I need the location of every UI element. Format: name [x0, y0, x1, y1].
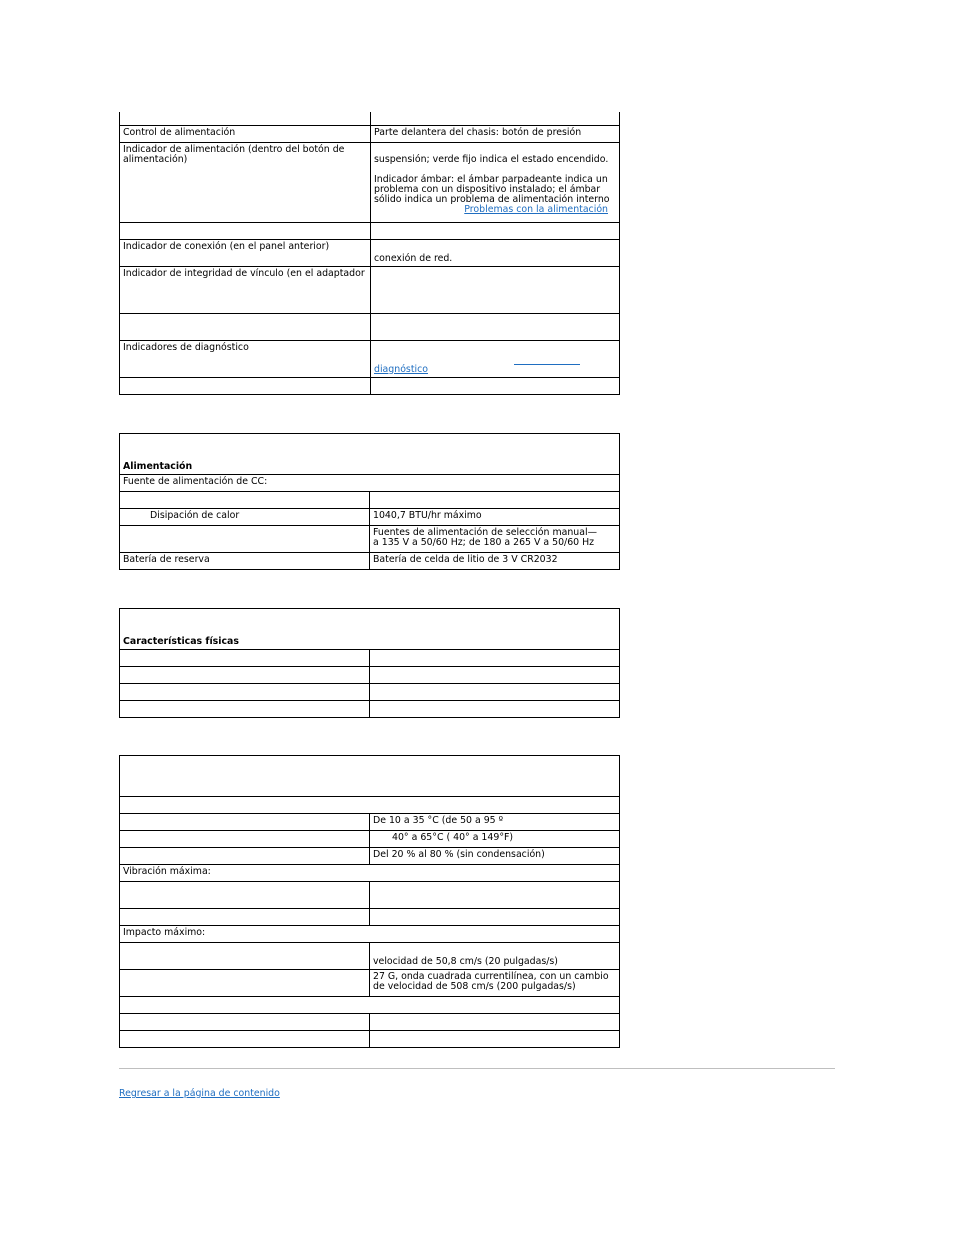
backup-battery-value: Batería de celda de litio de 3 V CR2032 [370, 553, 620, 570]
controls-indicators-table [119, 112, 620, 395]
shock-value-2: 27 G, onda cuadrada currentilínea, con un cambio de velocidad de 508 cm/s (200 pulgadas/s) [370, 970, 620, 997]
table-cell [370, 1014, 620, 1031]
diagnostic-link[interactable]: diagnóstico [374, 363, 428, 375]
table-cell [120, 848, 370, 865]
environmental-table [119, 755, 620, 1048]
power-indicator-amber-text: Indicador ámbar: el ámbar parpadeante indica un problema con un dispositivo instalado; el ámbar sólido indica un problema de alimentación interno [374, 173, 610, 205]
table-cell [120, 222, 371, 239]
table-cell [120, 684, 370, 701]
power-problems-link[interactable]: Problemas con la alimentación [464, 203, 608, 215]
heat-dissipation-value: 1040,7 BTU/hr máximo [370, 509, 620, 526]
power-control-value: Parte delantera del chasis: botón de presión [371, 125, 620, 142]
table-cell [370, 667, 620, 684]
table-cell [120, 667, 370, 684]
table-cell [120, 1031, 370, 1048]
table-cell [120, 377, 371, 394]
voltage-value-line2: a 135 V a 50/60 Hz; de 180 a 265 V a 50/60 Hz [373, 537, 595, 548]
diagnostic-indicators-label: Indicadores de diagnóstico [120, 340, 371, 377]
table-cell [120, 814, 370, 831]
table-cell [370, 492, 620, 509]
power-indicator-value [371, 142, 620, 222]
operating-temperature-value: De 10 a 35 °C (de 50 a 95 º [370, 814, 620, 831]
power-control-label: Control de alimentación [120, 125, 371, 142]
power-table-header: Alimentación [120, 434, 620, 475]
table-cell [120, 112, 371, 125]
voltage-value-line1: Fuentes de alimentación de selección manual— [373, 527, 597, 538]
table-cell [120, 797, 620, 814]
table-cell [371, 266, 620, 313]
table-cell [371, 112, 620, 125]
heat-dissipation-label: Disipación de calor [120, 509, 370, 526]
table-cell [370, 650, 620, 667]
dc-power-label: Fuente de alimentación de CC: [120, 475, 620, 492]
table-cell [370, 1031, 620, 1048]
max-shock-label: Impacto máximo: [120, 926, 620, 943]
table-cell [120, 650, 370, 667]
table-cell [371, 377, 620, 394]
link-indicator-value: conexión de red. [371, 239, 620, 266]
table-cell [120, 970, 370, 997]
table-cell [120, 701, 370, 718]
environmental-table-header [120, 756, 620, 797]
power-table [119, 433, 620, 570]
table-cell [120, 526, 370, 553]
table-cell [120, 882, 370, 909]
diagnostic-indicators-value [371, 340, 620, 377]
table-cell [370, 882, 620, 909]
footer-divider [119, 1068, 835, 1069]
max-vibration-label: Vibración máxima: [120, 865, 620, 882]
power-indicator-green-text: suspensión; verde fijo indica el estado encendido. [374, 153, 609, 165]
table-cell [371, 313, 620, 340]
voltage-value [370, 526, 620, 553]
table-cell [370, 701, 620, 718]
table-cell [370, 684, 620, 701]
table-cell [120, 831, 370, 848]
table-cell [370, 909, 620, 926]
physical-table [119, 608, 620, 718]
table-cell [120, 943, 370, 970]
diagnostic-link-underline[interactable] [514, 355, 580, 365]
table-cell [120, 492, 370, 509]
power-indicator-label: Indicador de alimentación (dentro del botón de alimentación) [120, 142, 371, 222]
humidity-value: Del 20 % al 80 % (sin condensación) [370, 848, 620, 865]
physical-table-header: Características físicas [120, 609, 620, 650]
link-indicator-label: Indicador de conexión (en el panel anterior) [120, 239, 371, 266]
table-cell [120, 997, 620, 1014]
table-cell [120, 313, 371, 340]
backup-battery-label: Batería de reserva [120, 553, 370, 570]
shock-value-1: velocidad de 50,8 cm/s (20 pulgadas/s) [370, 943, 620, 970]
back-to-contents-link[interactable]: Regresar a la página de contenido [119, 1088, 280, 1099]
link-integrity-label: Indicador de integridad de vínculo (en el adaptador [120, 266, 371, 313]
table-cell [120, 1014, 370, 1031]
table-cell [120, 909, 370, 926]
storage-temperature-value: 40° a 65°C ( 40° a 149°F) [370, 831, 620, 848]
table-cell [371, 222, 620, 239]
